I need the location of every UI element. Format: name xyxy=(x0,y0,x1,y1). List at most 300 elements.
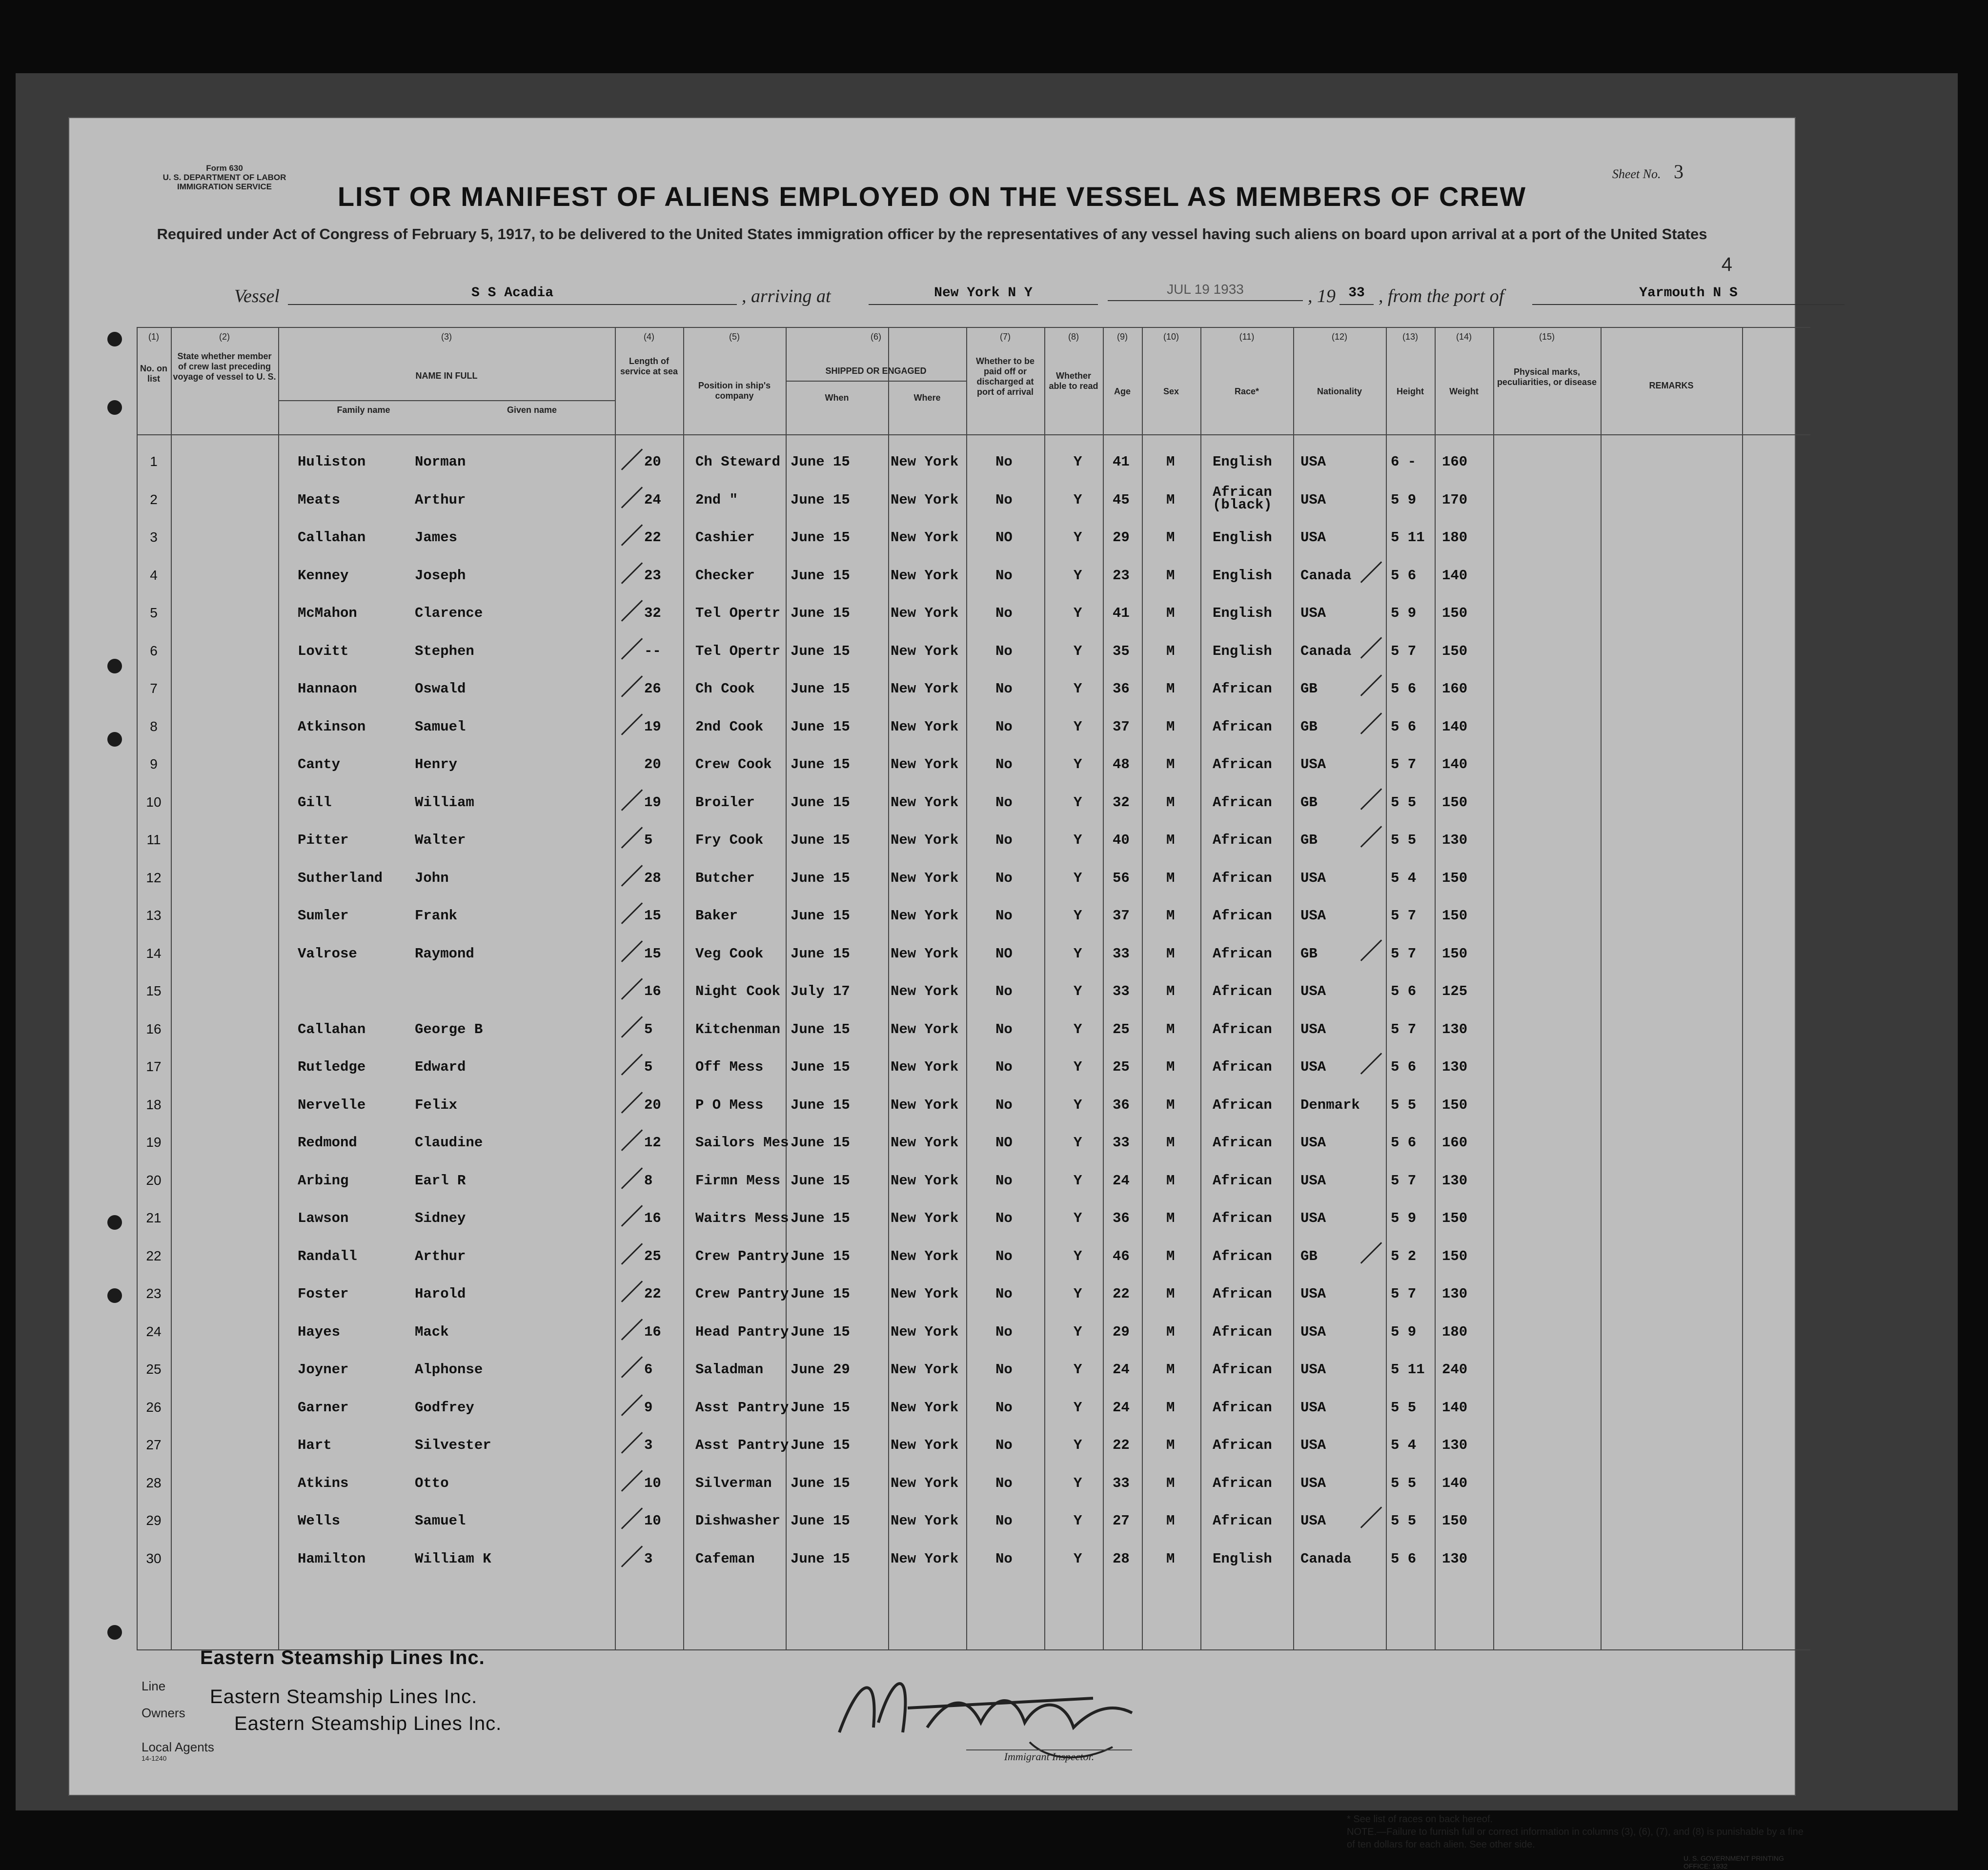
cell-sex: M xyxy=(1166,454,1175,470)
cell-paid: No xyxy=(995,643,1013,659)
table-row xyxy=(68,1324,1796,1362)
cell-race: African xyxy=(1213,1059,1272,1075)
cell-service: 28 xyxy=(644,870,661,886)
cell-position: Off Mess xyxy=(695,1059,764,1075)
cell-given: Norman xyxy=(415,454,466,470)
cell-where: New York xyxy=(891,529,959,546)
year-value: 33 xyxy=(1339,285,1374,305)
cell-read: Y xyxy=(1074,983,1082,999)
cell-family: Atkinson xyxy=(298,718,366,735)
cell-position: Head Pantry xyxy=(695,1323,789,1340)
cell-sex: M xyxy=(1166,1021,1175,1037)
cell-family: McMahon xyxy=(298,605,357,621)
cell-height: 5 5 xyxy=(1391,1399,1417,1416)
cell-service: 5 xyxy=(644,1021,653,1037)
cell-read: Y xyxy=(1074,1172,1082,1189)
cell-weight: 130 xyxy=(1442,1437,1468,1453)
cell-paid: No xyxy=(995,1172,1013,1189)
agents-label: Local Agents xyxy=(142,1740,214,1754)
cell-race: African xyxy=(1213,832,1272,848)
cell-nationality: USA xyxy=(1300,1513,1326,1529)
cell-read: Y xyxy=(1074,491,1082,508)
inspector-label: Immigrant Inspector. xyxy=(966,1749,1132,1763)
cell-service: 10 xyxy=(644,1513,661,1529)
table-row xyxy=(68,1097,1796,1135)
cell-when: June 15 xyxy=(791,756,850,772)
cell-service: 10 xyxy=(644,1475,661,1491)
cell-height: 5 6 xyxy=(1391,718,1417,735)
cell-weight: 160 xyxy=(1442,681,1468,697)
cell-age: 37 xyxy=(1113,718,1130,735)
cell-family: Callahan xyxy=(298,529,366,546)
cell-service: 12 xyxy=(644,1135,661,1151)
cell-paid: No xyxy=(995,718,1013,735)
cell-no: 2 xyxy=(150,491,158,507)
cell-nationality: USA xyxy=(1300,1399,1326,1416)
cell-position: Ch Cook xyxy=(695,681,755,697)
cell-height: 5 5 xyxy=(1391,1513,1417,1529)
cell-where: New York xyxy=(891,643,959,659)
header-n13: (13) xyxy=(1402,332,1418,342)
cell-nationality: USA xyxy=(1300,1362,1326,1378)
cell-given: Claudine xyxy=(415,1135,483,1151)
cell-family: Hart xyxy=(298,1437,332,1453)
cell-age: 33 xyxy=(1113,983,1130,999)
cell-no: 18 xyxy=(146,1097,162,1112)
cell-paid: No xyxy=(995,454,1013,470)
cell-given: Samuel xyxy=(415,1513,466,1529)
cell-height: 5 4 xyxy=(1391,870,1417,886)
cell-given: John xyxy=(415,870,449,886)
printer-imprint: U. S. GOVERNMENT PRINTING OFFICE: 1932 xyxy=(1684,1854,1784,1870)
table-row xyxy=(68,1286,1796,1323)
cell-position: Cashier xyxy=(695,529,755,546)
cell-given: Felix xyxy=(415,1097,458,1113)
cell-sex: M xyxy=(1166,870,1175,886)
header-n11: (11) xyxy=(1239,332,1255,342)
cell-height: 5 6 xyxy=(1391,681,1417,697)
cell-when: June 15 xyxy=(791,832,850,848)
form-identifier: Form 630 U. S. DEPARTMENT OF LABOR IMMIGRATION SERVICE xyxy=(162,163,286,191)
cell-age: 25 xyxy=(1113,1021,1130,1037)
cell-nationality: USA xyxy=(1300,605,1326,621)
cell-given: Edward xyxy=(415,1059,466,1075)
cell-race: English xyxy=(1213,643,1272,659)
cell-service: 16 xyxy=(644,1323,661,1340)
cell-weight: 160 xyxy=(1442,454,1468,470)
cell-height: 5 11 xyxy=(1391,1362,1425,1378)
cell-position: Fry Cook xyxy=(695,832,764,848)
header-c16: REMARKS xyxy=(1649,381,1694,390)
cell-sex: M xyxy=(1166,1172,1175,1189)
cell-sex: M xyxy=(1166,1248,1175,1264)
cell-family: Lovitt xyxy=(298,643,349,659)
cell-sex: M xyxy=(1166,908,1175,924)
cell-position: Waitrs Mess xyxy=(695,1210,789,1226)
cell-paid: No xyxy=(995,567,1013,584)
cell-family: Rutledge xyxy=(298,1059,366,1075)
cell-height: 5 4 xyxy=(1391,1437,1417,1453)
cell-read: Y xyxy=(1074,1097,1082,1113)
cell-when: June 15 xyxy=(791,1399,850,1416)
cell-height: 5 7 xyxy=(1391,1021,1417,1037)
cell-age: 22 xyxy=(1113,1437,1130,1453)
cell-race: African xyxy=(1213,945,1272,962)
cell-position: Crew Pantry xyxy=(695,1286,789,1302)
cell-family: Lawson xyxy=(298,1210,349,1226)
cell-read: Y xyxy=(1074,1248,1082,1264)
cell-race: African xyxy=(1213,1475,1272,1491)
cell-age: 27 xyxy=(1113,1513,1130,1529)
cell-nationality: GB xyxy=(1300,945,1318,962)
table-row xyxy=(68,1135,1796,1172)
cell-given: Samuel xyxy=(415,718,466,735)
cell-height: 5 7 xyxy=(1391,643,1417,659)
cell-race: African xyxy=(1213,681,1272,697)
cell-service: 19 xyxy=(644,794,661,811)
check-mark xyxy=(621,448,643,470)
cell-when: June 15 xyxy=(791,643,850,659)
cell-age: 32 xyxy=(1113,794,1130,811)
cell-read: Y xyxy=(1074,1437,1082,1453)
table-row xyxy=(68,832,1796,870)
cell-sex: M xyxy=(1166,1059,1175,1075)
cell-given: Silvester xyxy=(415,1437,491,1453)
header-c10: Sex xyxy=(1163,386,1179,396)
cell-no: 21 xyxy=(146,1210,162,1225)
cell-where: New York xyxy=(891,718,959,735)
cell-nationality: GB xyxy=(1300,794,1318,811)
cell-weight: 130 xyxy=(1442,832,1468,848)
cell-given: James xyxy=(415,529,458,546)
cell-sex: M xyxy=(1166,605,1175,621)
cell-when: June 15 xyxy=(791,1513,850,1529)
line-stamp: Eastern Steamship Lines Inc. xyxy=(200,1647,485,1668)
cell-age: 24 xyxy=(1113,1172,1130,1189)
header-n15: (15) xyxy=(1539,332,1555,342)
cell-age: 36 xyxy=(1113,1210,1130,1226)
cell-race: African xyxy=(1213,908,1272,924)
cell-nationality: USA xyxy=(1300,1021,1326,1037)
cell-service: 19 xyxy=(644,718,661,735)
cell-position: Tel Opertr xyxy=(695,605,781,621)
cell-where: New York xyxy=(891,605,959,621)
cell-race: African xyxy=(1213,1248,1272,1264)
cell-paid: No xyxy=(995,1399,1013,1416)
cell-nationality: USA xyxy=(1300,1059,1326,1075)
cell-no: 17 xyxy=(146,1059,162,1074)
table-row xyxy=(68,794,1796,832)
cell-paid: No xyxy=(995,983,1013,999)
cell-nationality: USA xyxy=(1300,870,1326,886)
cell-position: Asst Pantry xyxy=(695,1437,789,1453)
date-stamp: JUL 19 1933 xyxy=(1108,282,1303,301)
cell-service: 15 xyxy=(644,908,661,924)
cell-weight: 170 xyxy=(1442,491,1468,508)
cell-no: 7 xyxy=(150,681,158,696)
cell-height: 5 6 xyxy=(1391,567,1417,584)
cell-sex: M xyxy=(1166,1399,1175,1416)
cell-height: 5 7 xyxy=(1391,1172,1417,1189)
cell-weight: 150 xyxy=(1442,794,1468,811)
cell-sex: M xyxy=(1166,643,1175,659)
cell-position: Night Cook xyxy=(695,983,781,999)
cell-race: African xyxy=(1213,1513,1272,1529)
punch-hole xyxy=(107,400,122,415)
header-c3a: Family name xyxy=(337,405,390,415)
from-port: Yarmouth N S xyxy=(1532,285,1845,305)
table-row xyxy=(68,1362,1796,1399)
sheet-number: Sheet No. 3 xyxy=(1612,161,1684,183)
table-row-rule xyxy=(137,434,1810,435)
cell-position: Broiler xyxy=(695,794,755,811)
cell-nationality: USA xyxy=(1300,491,1326,508)
cell-paid: NO xyxy=(995,1135,1013,1151)
table-row xyxy=(68,681,1796,718)
cell-service: 16 xyxy=(644,983,661,999)
owners-stamp: Eastern Steamship Lines Inc. xyxy=(210,1686,478,1707)
cell-paid: No xyxy=(995,1210,1013,1226)
cell-family: Kenney xyxy=(298,567,349,584)
cell-given: Walter xyxy=(415,832,466,848)
cell-given: Henry xyxy=(415,756,458,772)
vessel-info-line: Vessel S S Acadia , arriving at New York N Y JUL 19 1933 , 19 33 , from the port of Yarmouth N S xyxy=(234,285,1723,310)
cell-weight: 160 xyxy=(1442,1135,1468,1151)
cell-paid: No xyxy=(995,1550,1013,1567)
header-c6a: When xyxy=(825,393,849,403)
table-row xyxy=(68,643,1796,681)
cell-no: 8 xyxy=(150,718,158,734)
vessel-name: S S Acadia xyxy=(288,285,737,305)
cell-paid: No xyxy=(995,1475,1013,1491)
header-c15: Physical marks, peculiarities, or disease xyxy=(1497,367,1597,387)
cell-read: Y xyxy=(1074,454,1082,470)
cell-family: Gill xyxy=(298,794,332,811)
cell-read: Y xyxy=(1074,605,1082,621)
cell-service: 9 xyxy=(644,1399,653,1416)
cell-read: Y xyxy=(1074,756,1082,772)
header-n3: (3) xyxy=(441,332,452,342)
cell-service: 15 xyxy=(644,945,661,962)
cell-race: African xyxy=(1213,1323,1272,1340)
cell-race: African xyxy=(1213,1286,1272,1302)
table-row xyxy=(68,1513,1796,1550)
cell-when: June 15 xyxy=(791,1021,850,1037)
cell-given: William xyxy=(415,794,474,811)
cell-race: African xyxy=(1213,1172,1272,1189)
cell-paid: No xyxy=(995,605,1013,621)
cell-family: Hayes xyxy=(298,1323,341,1340)
cell-read: Y xyxy=(1074,794,1082,811)
cell-given: Alphonse xyxy=(415,1362,483,1378)
cell-given: Godfrey xyxy=(415,1399,474,1416)
cell-age: 22 xyxy=(1113,1286,1130,1302)
cell-race: African xyxy=(1213,870,1272,886)
cell-age: 23 xyxy=(1113,567,1130,584)
cell-when: June 15 xyxy=(791,454,850,470)
cell-weight: 125 xyxy=(1442,983,1468,999)
cell-nationality: Canada xyxy=(1300,567,1352,584)
cell-no: 6 xyxy=(150,643,158,658)
cell-position: Ch Steward xyxy=(695,454,781,470)
cell-when: June 15 xyxy=(791,491,850,508)
cell-given: Arthur xyxy=(415,1248,466,1264)
cell-nationality: GB xyxy=(1300,718,1318,735)
cell-read: Y xyxy=(1074,529,1082,546)
cell-weight: 130 xyxy=(1442,1286,1468,1302)
cell-where: New York xyxy=(891,1323,959,1340)
cell-age: 35 xyxy=(1113,643,1130,659)
cell-service: 5 xyxy=(644,832,653,848)
cell-no: 12 xyxy=(146,870,162,885)
cell-family: Sumler xyxy=(298,908,349,924)
cell-read: Y xyxy=(1074,1362,1082,1378)
cell-family: Wells xyxy=(298,1513,341,1529)
cell-age: 48 xyxy=(1113,756,1130,772)
cell-paid: No xyxy=(995,1513,1013,1529)
cell-when: June 15 xyxy=(791,945,850,962)
cell-weight: 140 xyxy=(1442,567,1468,584)
cell-no: 9 xyxy=(150,756,158,772)
cell-when: June 15 xyxy=(791,1097,850,1113)
cell-height: 5 7 xyxy=(1391,756,1417,772)
cell-sex: M xyxy=(1166,945,1175,962)
cell-service: 20 xyxy=(644,1097,661,1113)
cell-when: June 15 xyxy=(791,1210,850,1226)
cell-paid: No xyxy=(995,491,1013,508)
cell-nationality: Denmark xyxy=(1300,1097,1360,1113)
cell-family: Arbing xyxy=(298,1172,349,1189)
header-c3: NAME IN FULL xyxy=(415,371,478,381)
cell-sex: M xyxy=(1166,1210,1175,1226)
cell-sex: M xyxy=(1166,983,1175,999)
cell-when: June 15 xyxy=(791,1059,850,1075)
cell-nationality: USA xyxy=(1300,1210,1326,1226)
cell-height: 5 6 xyxy=(1391,983,1417,999)
header-c9: Age xyxy=(1114,386,1131,396)
cell-where: New York xyxy=(891,945,959,962)
cell-read: Y xyxy=(1074,1286,1082,1302)
cell-no: 30 xyxy=(146,1550,162,1566)
cell-given: Oswald xyxy=(415,681,466,697)
cell-read: Y xyxy=(1074,1059,1082,1075)
cell-age: 25 xyxy=(1113,1059,1130,1075)
arriving-port: New York N Y xyxy=(869,285,1098,305)
cell-when: June 15 xyxy=(791,567,850,584)
cell-where: New York xyxy=(891,454,959,470)
cell-no: 5 xyxy=(150,605,158,620)
cell-family: Atkins xyxy=(298,1475,349,1491)
cell-no: 27 xyxy=(146,1437,162,1452)
cell-service: 32 xyxy=(644,605,661,621)
cell-service: 20 xyxy=(644,454,661,470)
shipped-subheader-rule xyxy=(786,381,966,382)
cell-position: Checker xyxy=(695,567,755,584)
header-c2: State whether member of crew last preceding voyage of vessel to U. S. xyxy=(173,351,276,382)
cell-nationality: USA xyxy=(1300,1135,1326,1151)
cell-position: Crew Pantry xyxy=(695,1248,789,1264)
cell-weight: 240 xyxy=(1442,1362,1468,1378)
cell-position: Kitchenman xyxy=(695,1021,781,1037)
cell-age: 24 xyxy=(1113,1362,1130,1378)
cell-sex: M xyxy=(1166,756,1175,772)
cell-height: 6 - xyxy=(1391,454,1417,470)
cell-nationality: Canada xyxy=(1300,643,1352,659)
table-row xyxy=(68,1475,1796,1513)
header-c4: Length of service at sea xyxy=(620,356,678,376)
cell-position: Firmn Mess xyxy=(695,1172,781,1189)
cell-weight: 150 xyxy=(1442,870,1468,886)
cell-position: Cafeman xyxy=(695,1550,755,1567)
cell-weight: 150 xyxy=(1442,605,1468,621)
cell-where: New York xyxy=(891,1475,959,1491)
cell-where: New York xyxy=(891,1286,959,1302)
table-row xyxy=(68,568,1796,605)
cell-nationality: USA xyxy=(1300,1475,1326,1491)
header-c11: Race* xyxy=(1234,386,1259,396)
cell-race: African xyxy=(1213,756,1272,772)
header-n1: (1) xyxy=(148,332,159,342)
cell-weight: 150 xyxy=(1442,945,1468,962)
cell-family: Nervelle xyxy=(298,1097,366,1113)
cell-when: June 15 xyxy=(791,1248,850,1264)
cell-race: English xyxy=(1213,605,1272,621)
cell-height: 5 9 xyxy=(1391,605,1417,621)
agents-stamp: Eastern Steamship Lines Inc. xyxy=(234,1713,502,1734)
cell-sex: M xyxy=(1166,1135,1175,1151)
cell-position: 2nd Cook xyxy=(695,718,764,735)
punch-hole xyxy=(107,1625,122,1640)
cell-height: 5 5 xyxy=(1391,1475,1417,1491)
cell-no: 26 xyxy=(146,1399,162,1415)
header-c6b: Where xyxy=(913,393,941,403)
cell-where: New York xyxy=(891,794,959,811)
cell-given: Clarence xyxy=(415,605,483,621)
cell-height: 5 6 xyxy=(1391,1135,1417,1151)
header-c14: Weight xyxy=(1449,386,1479,396)
cell-height: 5 9 xyxy=(1391,1210,1417,1226)
cell-sex: M xyxy=(1166,1362,1175,1378)
cell-race: African xyxy=(1213,1135,1272,1151)
page-subtitle: Required under Act of Congress of February 5, 1917, to be delivered to the United States immigration officer by the representatives of any vessel having such aliens on board upon arrival at a port of the United States xyxy=(157,225,1707,243)
cell-nationality: USA xyxy=(1300,529,1326,546)
cell-no: 3 xyxy=(150,529,158,545)
cell-race: English xyxy=(1213,567,1272,584)
cell-no: 20 xyxy=(146,1172,162,1188)
table-row xyxy=(68,1248,1796,1286)
cell-weight: 130 xyxy=(1442,1059,1468,1075)
cell-race: African xyxy=(1213,1097,1272,1113)
cell-where: New York xyxy=(891,1399,959,1416)
table-row xyxy=(68,870,1796,908)
cell-sex: M xyxy=(1166,529,1175,546)
cell-age: 33 xyxy=(1113,1475,1130,1491)
cell-where: New York xyxy=(891,908,959,924)
cell-no: 24 xyxy=(146,1323,162,1339)
cell-where: New York xyxy=(891,832,959,848)
name-subheader-rule xyxy=(278,400,615,401)
header-c6: SHIPPED OR ENGAGED xyxy=(825,366,927,376)
cell-family: Pitter xyxy=(298,832,349,848)
cell-height: 5 6 xyxy=(1391,1059,1417,1075)
cell-height: 5 7 xyxy=(1391,1286,1417,1302)
cell-sex: M xyxy=(1166,718,1175,735)
cell-nationality: USA xyxy=(1300,908,1326,924)
cell-family: Valrose xyxy=(298,945,357,962)
cell-nationality: USA xyxy=(1300,983,1326,999)
cell-weight: 150 xyxy=(1442,1513,1468,1529)
cell-read: Y xyxy=(1074,945,1082,962)
